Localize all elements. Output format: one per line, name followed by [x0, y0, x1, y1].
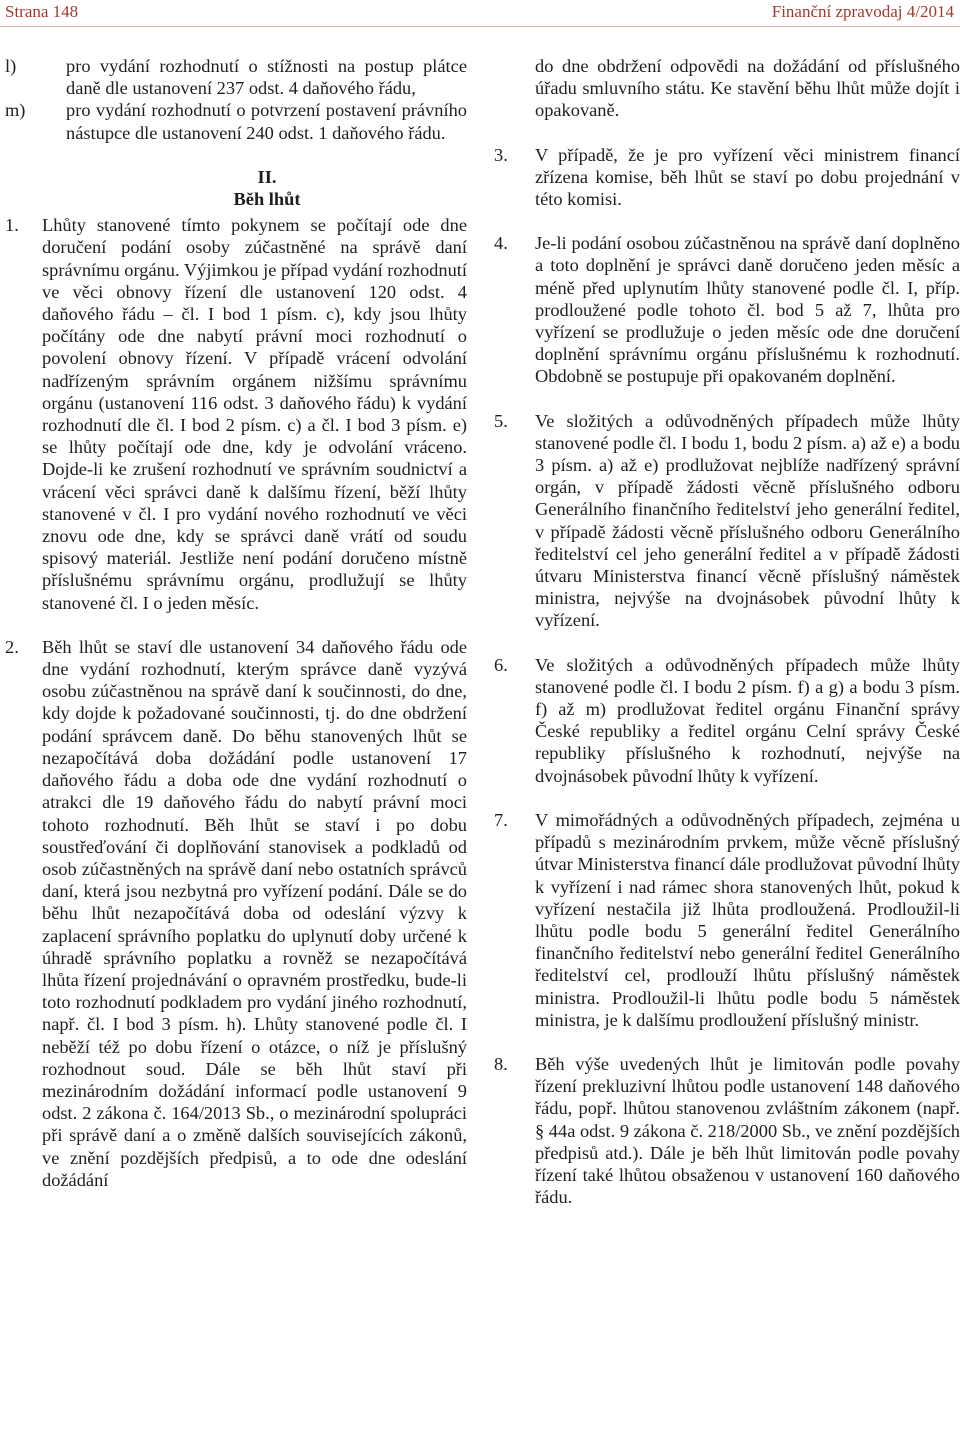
right-column: [494, 55, 960, 1208]
paragraph-5: [494, 410, 960, 632]
journal-title: Finanční zpravodaj 4/2014: [771, 2, 954, 21]
paragraph-8: [494, 1053, 960, 1208]
paragraph-marker: 2.: [5, 636, 19, 657]
paragraph-3: [494, 144, 960, 211]
paragraph-text: Ve složitých a odůvodněných případech může lhůty stanovené podle čl. I bodu 2 písm. f) a g) a bodu 3 písm. f) až m) prodlužovat ředitel orgánu Finanční správy České republiky a ředitel orgánu Celní správy České republiky příslušného k rozhodnutí, nejvýše na dvojnásobek původní lhůty k vyřízení.: [535, 654, 960, 786]
spacer: [494, 787, 960, 809]
paragraph-marker: 7.: [494, 809, 508, 830]
paragraph-text: Běh lhůt se staví dle ustanovení 34 daňového řádu ode dne vydání rozhodnutí, kterým správce daně vyzývá osobu zúčastněnou na správě daní k součinnosti, do dne, kdy dojde k požadované součinnosti, tj. do dne obdržení podání správcem daně. Do běhu stanovených lhůt se nezapočítává doba dožádání podle ustanovení 17 daňového řádu a doba ode dne vydání rozhodnutí o atrakci dle 19 daňového řádu do nabytí právní moci tohoto rozhodnutí. Běh lhůt se staví i po dobu soustřeďování či doplňování stanovisek a podkladů od osob zúčastněných na správě daní nebo ostatních správců daní, která jsou nezbytná pro vyřízení podání. Dále se do běhu lhůt nezapočítává doba od odeslání výzvy k zaplacení správního poplatku do uplynutí doby určené k úhradě správního poplatku a rovněž se nezapočítává lhůta řízení projednávání o opravném prostředku, bude-li toto rozhodnutí podkladem pro vydání jiného rozhodnutí, např. čl. I bod 3 písm. h). Lhůty stanovené podle čl. I neběží též po dobu řízení o otázce, o níž je příslušný rozhodnout soud. Dále se běh lhůt staví při mezinárodním dožádání informací podle ustanovení 9 odst. 2 zákona č. 164/2013 Sb., o mezinárodní spolupráci při správě daní a o změně dalších souvisejících zákonů, ve znění pozdějších předpisů, a to ode dne odeslání dožádání: [42, 636, 467, 1190]
paragraph-text: Běh výše uvedených lhůt je limitován podle povahy řízení prekluzivní lhůtou podle ustanovení 148 daňového řádu, popř. lhůtou stanovenou zvláštním zákonem (např. § 44a odst. 9 zákona č. 218/2000 Sb., ve znění pozdějších předpisů atd.). Dále je běh lhůt limitován podle povahy řízení také lhůtou obsaženou v ustanovení 160 daňového řádu.: [535, 1053, 960, 1208]
paragraph-2: [5, 636, 467, 1191]
paragraph-4: [494, 232, 960, 387]
paragraph-marker: 1.: [5, 215, 19, 236]
paragraph-marker: 5.: [494, 410, 508, 431]
page-header: [0, 0, 960, 27]
paragraph-2-continuation: do dne obdržení odpovědi na dožádání od příslušného úřadu smluvního státu. Ke stavění běhu lhůt může dojít i opakovaně.: [535, 56, 960, 121]
spacer: [494, 122, 960, 144]
list-item-l: [5, 55, 467, 99]
paragraph-marker: 6.: [494, 654, 508, 675]
paragraph-text: Ve složitých a odůvodněných případech může lhůty stanovené podle čl. I bodu 1, bodu 2 písm. a) až e) a bodu 3 písm. a) až e) prodlužovat nejblíže nadřízený správní orgán, v případě žádosti věcně příslušného odboru Generálního finančního ředitelství jeho generální ředitel, v případě žádosti věcně příslušného odboru Generálního ředitelství cel jeho generální ředitel a v případě žádosti útvaru Ministerstva financí věcně příslušný náměstek ministra, nejvýše na dvojnásobek původní lhůty k vyřízení.: [535, 410, 960, 631]
spacer: [494, 210, 960, 232]
section-number: II.: [257, 166, 277, 187]
paragraph-6: [494, 654, 960, 787]
spacer: [494, 388, 960, 410]
left-column: [5, 55, 467, 1191]
paragraph-marker: 3.: [494, 144, 508, 165]
paragraph-text: Je-li podání osobou zúčastněnou na správě daní doplněno a toto doplnění je správci daně doručeno jeden měsíc a méně před uplynutím lhůty stanovené podle čl. I, příp. prodloužené podle tohoto čl. bod 5 až 7, lhůta pro vyřízení se prodlužuje o jeden měsíc ode dne doručení doplnění správnímu orgánu příslušnému k rozhodnutí. Obdobně se postupuje při opakovaném doplnění.: [535, 233, 960, 387]
paragraph-marker: 8.: [494, 1053, 508, 1074]
list-item-text: pro vydání rozhodnutí o potvrzení postavení právního nástupce dle ustanovení 240 odst. 1 daňového řádu.: [66, 100, 467, 143]
spacer: [494, 632, 960, 654]
list-item-text: pro vydání rozhodnutí o stížnosti na postup plátce daně dle ustanovení 237 odst. 4 daňového řádu,: [66, 56, 467, 99]
spacer: [494, 1031, 960, 1053]
paragraph-text: V případě, že je pro vyřízení věci ministrem financí zřízena komise, běh lhůt se staví po dobu projednání v této komisi.: [535, 144, 960, 210]
paragraph-1: [5, 214, 467, 614]
list-item-m: [5, 99, 467, 143]
paragraph-7: [494, 809, 960, 1031]
paragraph-text: V mimořádných a odůvodněných případech, zejména u případů s mezinárodním prvkem, může věcně příslušný útvar Ministerstva financí dále prodlužovat původní lhůty k vyřízení i nad rámec shora stanovených lhůt, pokud k vyřízení nestačila již lhůta prodloužená. Prodloužil-li lhůtu podle bodu 5 generální ředitel Generálního finančního ředitelství nebo generální ředitel Generálního ředitelství cel, prodlouží lhůtu příslušný náměstek ministra. Prodloužil-li lhůtu podle bodu 5 náměstek ministra, je k dalšímu prodloužení příslušný ministr.: [535, 809, 960, 1030]
list-marker: m): [5, 100, 26, 121]
section-title: Běh lhůt: [233, 189, 301, 210]
page-number: Strana 148: [5, 2, 79, 21]
spacer: [5, 614, 467, 636]
paragraph-marker: 4.: [494, 233, 508, 254]
paragraph-text: Lhůty stanovené tímto pokynem se počítají ode dne doručení podání osoby zúčastněné na správě daní správnímu orgánu. Výjimkou je případ vydání rozhodnutí ve věci obnovy řízení dle ustanovení 120 odst. 4 daňového řádu – čl. I bod 1 písm. c), kdy jsou lhůty počítány ode dne nabytí právní moci rozhodnutí o povolení obnovy řízení. V případě vrácení odvolání nadřízeným správním orgánem nižšímu správnímu orgánu (ustanovení 116 odst. 3 daňového řádu) k vydání rozhodnutí dle čl. I bod 2 písm. c) a čl. I bod 3 písm. e) se lhůty počítají ode dne, kdy je odvolání vráceno. Dojde-li ke zrušení rozhodnutí ve správním soudnictví a vrácení věci správci daně k dalšímu řízení, běží lhůty stanovené v čl. I pro vydání nového rozhodnutí ve věci znovu ode dne, kdy se správci daně vrátí od soudu spisový materiál. Jestliže není podání doručeno místně příslušnému správnímu orgánu, prodlužují se lhůty stanovené čl. I o jeden měsíc.: [42, 215, 467, 613]
list-marker: l): [5, 56, 17, 76]
